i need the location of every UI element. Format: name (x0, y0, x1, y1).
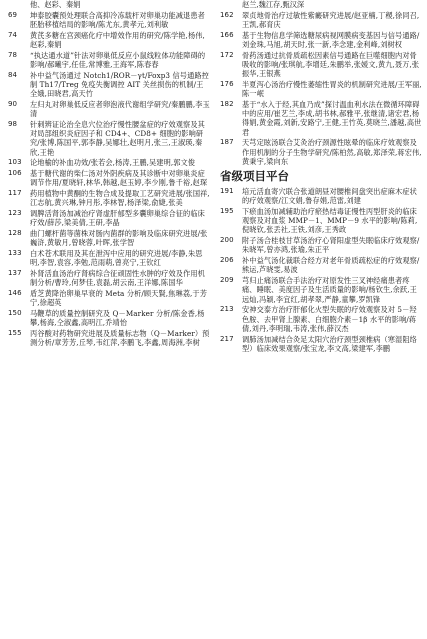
toc-entry[interactable] (8, 120, 210, 157)
toc-entry[interactable] (8, 71, 210, 99)
entry-title: 盾芝黄降治卵巢早衰的 Meta 分析/顾天賢,焦琳荔,于芳宁,徐超英 (30, 289, 207, 308)
entry-title: 马鞭草的质量控制研究及 Q－Marker 分析/陈金香,杨攀,杨海,仝淑鑫,高明江,乔靖怡 (30, 309, 205, 328)
toc-entry[interactable] (8, 158, 210, 167)
entry-title: 芎归止痛汤联合手法治疗对原发性三叉神经痛患者疼痛、睡眠、美度因子及生活质量的影响/杨钦生,余跃,王远灿,冯颖,李宜红,胡孝翠,严静,童攀,罗凯锋 (242, 276, 417, 304)
entry-title: 基于“水入于经,其血乃成”探讨温血利水法在微循环障碍中的应用/崔艺兰,李成,胡书林,郝雅平,张继清,诸宏君,杨得娟,黄金霞,刘新,安路宁,王健,王竹英,莫晓兰,潘越,高世君 (242, 100, 422, 137)
page-number: 213 (220, 305, 234, 314)
entry-title: 丙谷酸对药物研究进展及质量标志物（Q－Marker）预测分析/章芳芳,丘琴,韦红萍,李鹏飞,李鑫,周海洲,李树 (30, 329, 210, 348)
page-number: 195 (220, 207, 234, 216)
page-number: 78 (8, 50, 18, 59)
page-number: 191 (220, 187, 234, 196)
toc-entry[interactable] (8, 289, 210, 307)
entry-title: 左归丸对卵巢低反应者卵泡液代谢组学研究/秦鹏鹏,李玉清 (30, 100, 210, 119)
page-number: 137 (8, 269, 22, 278)
toc-entry[interactable] (220, 187, 422, 205)
page-number: 206 (220, 256, 234, 265)
toc-entry[interactable] (8, 189, 210, 207)
page-number: 187 (220, 138, 234, 147)
toc-entry[interactable] (8, 329, 210, 347)
toc-entry[interactable] (220, 335, 422, 353)
page-number: 162 (220, 10, 234, 19)
entry-title: 半夏泻心汤治疗慢性萎缩性胃炎的机制研究进展/王军丽,陈一岷 (242, 80, 422, 99)
entry-title: 补中益气汤化裁联合经方对老年骨质疏松症的疗效观察/熊运,芦晓雯,易波 (242, 256, 420, 275)
toc-entry[interactable] (220, 11, 422, 29)
entry-title: 安神交泰方治疗肝郁化火型失眠的疗效观察及对 5－羟色胺、去甲肾上腺素、白细胞介素－1β 水平的影响/蒋倩,刘丹,李明瑞,韦涛,张伟,薛汉杰 (242, 305, 417, 333)
entry-title: 针刺辨证论治全息穴位治疗慢性腰盆症的疗效观察及其对局部组织炎症因子和 CD4+、CD8+ 细胞的影响研究/张博,陈国平,郭李静,吴娜壮,赵明月,张三,王淑瑛,秦欣,王艳 (30, 120, 205, 157)
page-number: 128 (8, 229, 22, 238)
entry-title: 基于糖代谢的柴仁汤对外阴疾病及其诊断中对卵巢炎症调节作用/夏晓轩,林华,韩越,赵玉婷,李少刚,鲁千裕,赵琛 (30, 169, 208, 188)
page-number: 155 (8, 329, 22, 338)
toc-entry[interactable] (220, 100, 422, 137)
entry-title: 论地榆的补血功效/张若会,杨涛,王鹏,吴建明,郭文俊 (30, 158, 196, 168)
toc-entry[interactable] (8, 249, 210, 267)
page-number: 166 (220, 30, 234, 39)
entry-continuation[interactable]: 他、赵彩、秦娟 (30, 0, 81, 9)
toc-entry[interactable] (220, 80, 422, 98)
toc-entry[interactable] (8, 269, 210, 287)
entry-title: 基于生物信息学筛选糖尿病视网膜病变基因与信号通路/刘金珠,马旭,胡天时,张一新,李念建,金利峰,刘树权 (242, 30, 420, 49)
toc-entry[interactable] (8, 11, 210, 29)
entry-title: 白术苍术联用及其在泄泻中应用的研究进展/李静,朱思明,李智,袁容,李勉,范雨萌,曾亮宁,王钦红 (30, 249, 203, 268)
entry-title: 调脾活肾汤加减治疗肾虚肝郁型多囊卵巢综合征的临床疗效/薛莎,梁美倩,王研,李晶 (30, 209, 205, 228)
page-number: 117 (8, 189, 22, 198)
left-column (8, 0, 210, 349)
toc-entry[interactable] (220, 207, 422, 235)
toc-entry[interactable] (8, 51, 210, 69)
toc-entry[interactable] (220, 51, 422, 79)
page-number: 200 (220, 236, 234, 245)
page-number: 106 (8, 169, 22, 178)
entry-title: 骨药汤通过抗骨质疏松因素信号通路在巨噬细胞内对骨吸收的影响/张琪航,李增廷,朱鹏举,张媛文,黄九,聂万,张振华,王银燕 (242, 50, 420, 79)
page-number: 103 (8, 158, 22, 167)
toc-entry[interactable] (8, 229, 210, 247)
entry-title: 补肾活血汤治疗肾病综合征顽固性水肿的疗效及作用机制分析/曹玲,何梦佳,袁磊,胡云南,王洋娜,陈国华 (30, 269, 205, 288)
page-number: 90 (8, 100, 18, 108)
toc-entry[interactable] (8, 100, 210, 118)
entry-continuation[interactable]: 赵兰,魏江存,甄汉深 (242, 0, 305, 9)
toc-entry[interactable] (8, 309, 210, 327)
toc-entry[interactable] (8, 31, 210, 49)
toc-entry[interactable] (220, 276, 422, 304)
entry-title: 药用植物中黄酮的生物合成及提取工艺研究进展/张国祥,江志航,黄兴琳,钟月彤,李林智,杨泽梁,俞婕,张美 (30, 189, 210, 208)
page-number: 176 (220, 80, 234, 88)
entry-title: 补中益气汤通过 Notch1/ROR－γt/Foxp3 信号通路控制 Th17/Treg 免疫失衡调控 AIT 关丝损伤的机制/王全娥,田晓君,高天竹 (30, 70, 209, 99)
entry-title: 天芎定眩汤联合艾灸治疗颈源性眩晕的临床疗效观察及作用机制的分子生物学研究/陈柏然,高敏,郑泽荣,蒋宏伟,黄秉宇,梁向东 (242, 138, 422, 166)
page-number: 146 (8, 289, 22, 298)
toc-entry[interactable] (220, 256, 422, 274)
toc-entry[interactable] (8, 169, 210, 187)
section-title: 省级项目平台 (220, 169, 289, 184)
entry-title: 曲门螺杆菌等菌株对肠内菌群的影响及临床研究进展/张巍浒,黄敏月,曾晓蓉,叶晖,张学智 (30, 229, 208, 248)
entry-title: “执达通水道”针法对卵巢低反应小鼠线粒体功能障碍的影响/郝曦宇,任佳,常博雅,王海军,陈春春 (30, 50, 206, 69)
entry-title: 坤泰胶囊预处理联合高抑冷冻载杆对卵巢功能减退患者胚胎移植结局的影响/陈尤东,黄孝元,刘利敏 (30, 10, 205, 29)
page-number: 133 (8, 249, 22, 258)
right-column-section-entries (220, 187, 422, 353)
page-number: 69 (8, 10, 18, 19)
right-column (220, 0, 422, 355)
page-number: 217 (220, 334, 234, 343)
entry-title: 调肺汤加减结合灸足太阳穴治疗颈型颈椎病（寒湿阻络型）临床效果观察/张宝龙,李文高,梁建军,李鹏 (242, 334, 417, 353)
page-number: 172 (220, 50, 234, 59)
entry-title: 下瘀血汤加减辅助治疗瘀热结毒证慢性丙型肝炎的临床观察及对血浆 MMP－1、MMP－9 水平的影响/陈莉,倪晓钦,张丢社,王铁,刘彦,王秀政 (242, 207, 418, 235)
toc-entry[interactable] (220, 138, 422, 166)
entry-title: 黄芪多糖在宫颈癌化疗中增效作用的研究/陈学艳,杨伟,赵彩,秦娟 (30, 30, 205, 49)
toc-entry[interactable] (8, 209, 210, 227)
entry-title: 附子汤合桂枝甘草汤治疗心肾阳虚型失眠临床疗效观察/朱晓军,曾亦鸿,张瑜,朱正平 (242, 236, 420, 255)
page-number: 74 (8, 30, 18, 39)
toc-entry[interactable] (220, 31, 422, 49)
page-number: 182 (220, 100, 234, 108)
page-number: 98 (8, 120, 18, 128)
page-number: 123 (8, 209, 22, 218)
page-number: 150 (8, 309, 22, 318)
toc-entry[interactable] (220, 305, 422, 333)
page-number: 209 (220, 276, 234, 285)
entry-title: 翠贞地骨治疗过敏性紫癜研究进展/赵亚楠,丁稷,徐同召,王凯,郝育庆 (242, 10, 420, 29)
toc-entry[interactable] (220, 236, 422, 254)
page-number: 84 (8, 70, 18, 79)
right-column-entries (220, 0, 422, 166)
entry-title: 培元活血寄穴联合张道朗昼对腰椎间盘突出症麻木症状的疗效观察/江文娟,鲁存娟,范雷,刘建 (242, 187, 417, 206)
